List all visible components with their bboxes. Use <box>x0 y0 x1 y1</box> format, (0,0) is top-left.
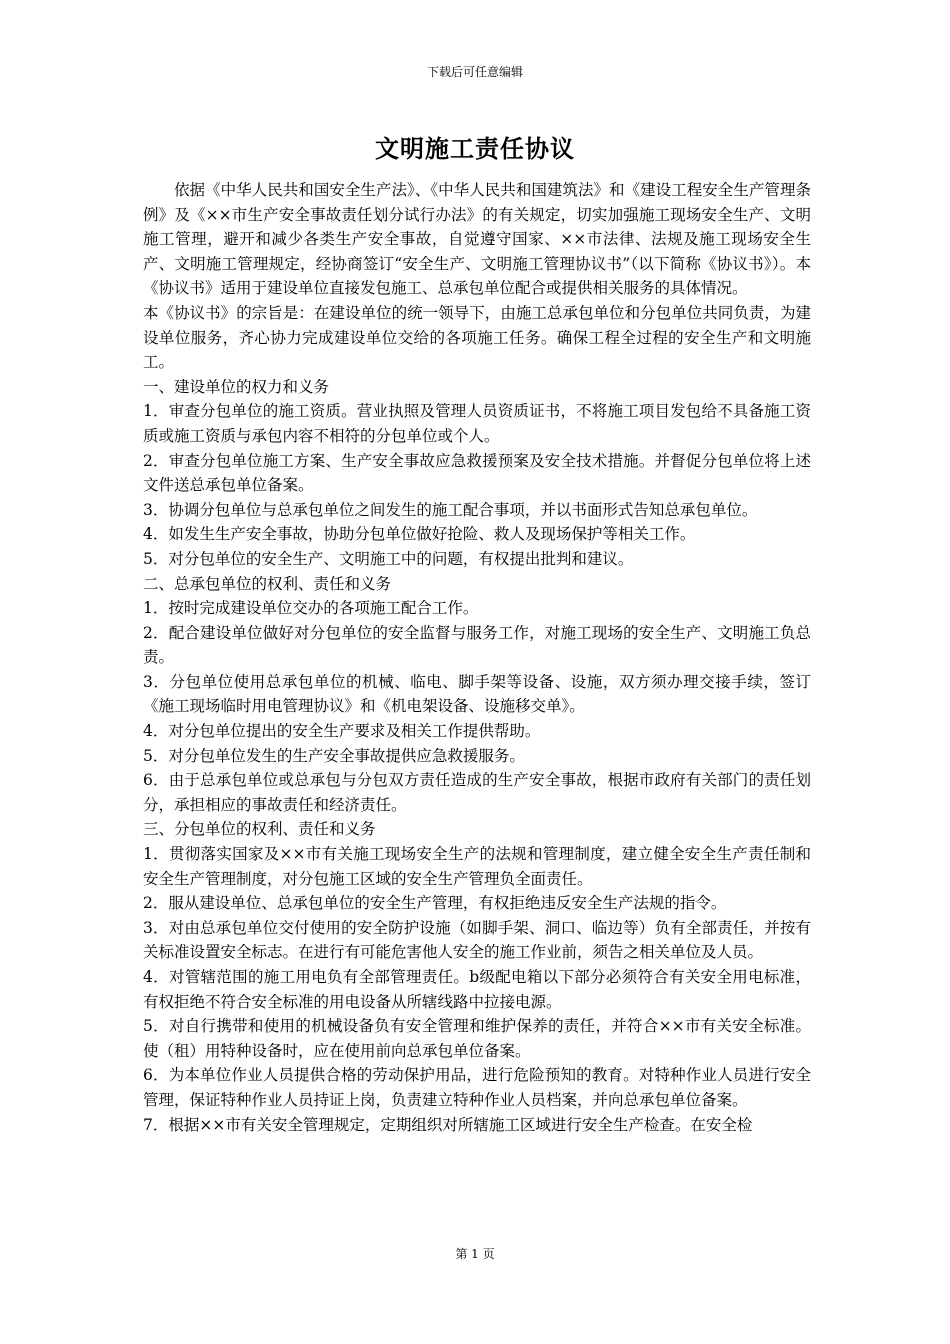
clause-3-7: 7．根据××市有关安全管理规定，定期组织对所辖施工区域进行安全生产检查。在安全检 <box>143 1115 753 1134</box>
page-header-note: 下载后可任意编辑 <box>426 65 523 79</box>
clause-3-3: 3．对由总承包单位交付使用的安全防护设施（如脚手架、洞口、临边等）负有全部责任，并按有关标准设置安全标志。在进行有可能危害他人安全的施工作业前，须告之相关单位及人员。 <box>143 918 811 962</box>
clause-1-1: 1．审查分包单位的施工资质。营业执照及管理人员资质证书，不将施工项目发包给不具备施工资质或施工资质与承包内容不相符的分包单位或个人。 <box>143 402 811 445</box>
page-number: 第 1 页 <box>455 1247 495 1261</box>
section-heading-1: 一、建设单位的权力和义务 <box>143 377 330 396</box>
paragraph-intro: 依据《中华人民共和国安全生产法》、《中华人民共和国建筑法》和《建设工程安全生产管理条例》及《××市生产安全事故责任划分试行办法》的有关规定，切实加强施工现场安全生产、文明施工管理，避开和减少各类生产安全事故，自觉遵守国家、××市法律、法规及施工现场安全生产、文明施工管理规定，经协商签订“安全生产、文明施工管理协议书”（以下简称《协议书》）。本《协议书》适用于建设单位直接发包施工、总承包单位配合或提供相关服务的具体情况。 <box>143 181 811 298</box>
document-body <box>143 178 811 1137</box>
section-heading-3: 三、分包单位的权利、责任和义务 <box>143 820 376 839</box>
clause-3-6: 6．为本单位作业人员提供合格的劳动保护用品，进行危险预知的教育。对特种作业人员进行安全管理，保证特种作业人员持证上岗，负责建立特种作业人员档案，并向总承包单位备案。 <box>143 1066 811 1109</box>
paragraph-purpose: 本《协议书》的宗旨是：在建设单位的统一领导下，由施工总承包单位和分包单位共同负责，为建设单位服务，齐心协力完成建设单位交给的各项施工任务。确保工程全过程的安全生产和文明施工。 <box>143 303 811 372</box>
clause-2-1: 1．按时完成建设单位交办的各项施工配合工作。 <box>143 599 479 618</box>
clause-3-2: 2．服从建设单位、总承包单位的安全生产管理，有权拒绝违反安全生产法规的指令。 <box>143 894 727 913</box>
clause-1-5: 5．对分包单位的安全生产、文明施工中的问题，有权提出批判和建议。 <box>143 549 634 568</box>
document-title: 文明施工责任协议 <box>375 134 575 163</box>
clause-1-3: 3．协调分包单位与总承包单位之间发生的施工配合事项，并以书面形式告知总承包单位。 <box>143 500 758 519</box>
clause-3-4: 4．对管辖范围的施工用电负有全部管理责任。b级配电箱以下部分必须符合有关安全用电标准，有权拒绝不符合安全标准的用电设备从所辖线路中拉接电源。 <box>143 968 811 1011</box>
clause-1-2: 2．审查分包单位施工方案、生产安全事故应急救援预案及安全技术措施。并督促分包单位将上述文件送总承包单位备案。 <box>143 451 811 495</box>
clause-3-5: 5．对自行携带和使用的机械设备负有安全管理和维护保养的责任，并符合××市有关安全标准。使（租）用特种设备时，应在使用前向总承包单位备案。 <box>143 1017 811 1060</box>
clause-1-4: 4．如发生生产安全事故，协助分包单位做好抢险、救人及现场保护等相关工作。 <box>143 525 696 544</box>
clause-2-3: 3．分包单位使用总承包单位的机械、临电、脚手架等设备、设施，双方须办理交接手续，签订《施工现场临时用电管理协议》和《机电架设备、设施移交单》。 <box>143 672 811 716</box>
clause-2-2: 2．配合建设单位做好对分包单位的安全监督与服务工作，对施工现场的安全生产、文明施工负总责。 <box>143 623 811 667</box>
clause-2-4: 4．对分包单位提出的安全生产要求及相关工作提供帮助。 <box>143 722 541 741</box>
clause-2-6: 6．由于总承包单位或总承包与分包双方责任造成的生产安全事故，根据市政府有关部门的责任划分，承担相应的事故责任和经济责任。 <box>143 771 811 814</box>
section-heading-2: 二、总承包单位的权利、责任和义务 <box>143 574 392 593</box>
clause-3-1: 1．贯彻落实国家及××市有关施工现场安全生产的法规和管理制度，建立健全安全生产责任制和安全生产管理制度，对分包施工区域的安全生产管理负全面责任。 <box>143 845 811 888</box>
clause-2-5: 5．对分包单位发生的生产安全事故提供应急救援服务。 <box>143 746 525 765</box>
